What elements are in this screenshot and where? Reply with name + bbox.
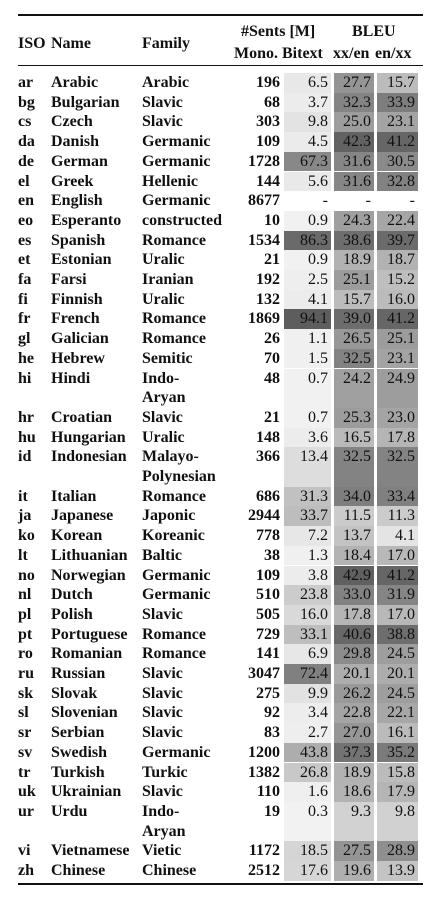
language-name-cell: Galician (51, 330, 109, 348)
bleu-en-xx-cell: 17.9 (387, 783, 415, 801)
family-cell: Romance (142, 625, 206, 643)
mono-count-cell: 366 (256, 448, 280, 466)
iso-cell: fi (18, 290, 28, 308)
bitext-count-cell: 9.9 (308, 684, 328, 702)
bitext-count-cell: 3.4 (308, 704, 328, 722)
bleu-en-xx-cell: 20.1 (387, 665, 415, 682)
mono-count-cell: 144 (256, 172, 280, 190)
mono-count-cell: 2512 (248, 862, 280, 879)
bleu-xx-en-cell: - (365, 192, 371, 210)
iso-cell: hr (18, 408, 34, 426)
language-name-cell: Portuguese (51, 625, 128, 643)
bitext-count-cell: 4.5 (308, 133, 328, 151)
family-cell: Romance (142, 330, 206, 348)
bitext-count-cell: 1.3 (308, 546, 328, 564)
family-cell: Germanic (142, 152, 211, 170)
mono-count-cell: 10 (264, 211, 280, 229)
bitext-count-cell: 3.6 (308, 428, 328, 446)
bleu-xx-en-cell: 11.5 (343, 507, 371, 525)
iso-cell: da (18, 133, 35, 151)
family-cell: Uralic (142, 251, 185, 269)
bleu-xx-en-cell: 22.8 (343, 704, 371, 722)
bitext-count-cell: 16.0 (300, 605, 328, 623)
bleu-en-xx-cell: 28.9 (387, 842, 415, 860)
language-name-cell: Italian (51, 487, 97, 505)
mono-count-cell: 132 (256, 290, 280, 308)
mono-count-cell: 148 (256, 428, 280, 446)
language-name-cell: Ukrainian (51, 783, 122, 801)
bleu-en-xx-cell: 18.7 (387, 251, 415, 269)
bitext-count-cell: 0.7 (308, 408, 328, 426)
language-name-cell: Norwegian (51, 566, 126, 584)
mono-count-cell: 21 (264, 251, 280, 269)
bitext-count-cell: 0.3 (308, 802, 328, 820)
iso-cell: pt (18, 625, 33, 643)
bitext-count-cell: 33.1 (300, 625, 328, 643)
mono-count-cell: 38 (264, 546, 280, 564)
family-cell: Turkic (142, 763, 188, 781)
language-name-cell: Estonian (51, 251, 112, 269)
mono-count-cell: 109 (256, 133, 280, 151)
language-name-cell: Hindi (51, 369, 91, 387)
iso-cell: sr (18, 724, 32, 742)
language-name-cell: Esperanto (51, 211, 122, 229)
bleu-xx-en-cell: 34.0 (343, 487, 371, 505)
bleu-en-xx-cell: 9.8 (395, 802, 415, 820)
mono-count-cell: 3047 (248, 665, 280, 682)
iso-cell: no (18, 566, 35, 584)
language-name-cell: Turkish (51, 763, 105, 781)
column-separator (374, 67, 377, 882)
bitext-count-cell: - (322, 192, 328, 210)
header-iso: ISO (18, 35, 46, 52)
language-name-cell: German (51, 152, 108, 170)
mono-count-cell: 21 (264, 408, 280, 426)
header-bleu-group: BLEU (352, 23, 396, 40)
family-cell: Romance (142, 487, 206, 505)
iso-cell: tr (18, 763, 31, 781)
bleu-xx-en-cell: 33.0 (343, 586, 371, 604)
bleu-en-xx-cell: 23.0 (387, 408, 415, 426)
bleu-en-xx-cell: 15.8 (387, 763, 415, 781)
language-name-cell: Danish (51, 133, 100, 151)
bleu-xx-en-cell: 17.8 (343, 605, 371, 623)
bleu-en-xx-cell: 39.7 (387, 231, 415, 249)
iso-cell: ur (18, 802, 34, 820)
bitext-count-cell: 94.1 (300, 310, 328, 328)
language-name-cell: Arabic (51, 74, 99, 91)
language-name-cell: Indonesian (51, 448, 127, 466)
bitext-count-cell: 13.4 (300, 448, 328, 466)
bleu-xx-en-cell: 42.3 (343, 133, 371, 151)
bitext-count-cell: 5.6 (308, 172, 328, 190)
language-name-cell: Serbian (51, 724, 105, 742)
bleu-xx-en-cell: 18.9 (343, 763, 371, 781)
bleu-xx-en-cell: 26.5 (343, 330, 371, 348)
family-cell: Slavic (142, 93, 183, 111)
language-name-cell: Swedish (51, 743, 108, 761)
iso-cell: hi (18, 369, 32, 387)
bleu-en-xx-cell: 22.4 (387, 211, 415, 229)
bitext-count-cell: 18.5 (300, 842, 328, 860)
column-separator (331, 67, 334, 882)
iso-cell: vi (18, 842, 31, 860)
bitext-count-cell: 0.9 (308, 251, 328, 269)
bleu-en-xx-cell: 17.0 (387, 546, 415, 564)
iso-cell: it (18, 487, 28, 505)
bitext-count-cell: 6.9 (308, 645, 328, 663)
family-cell: Japonic (142, 507, 196, 525)
language-name-cell: Slovak (51, 684, 98, 702)
mono-count-cell: 1200 (248, 743, 280, 761)
family-cell-continued: Polynesian (142, 467, 216, 485)
family-cell: Germanic (142, 566, 211, 584)
language-name-cell: Slovenian (51, 704, 118, 722)
iso-cell: he (18, 349, 34, 367)
table-top-rule (18, 14, 423, 16)
bitext-count-cell: 43.8 (300, 743, 328, 761)
bleu-xx-en-cell: 31.6 (343, 172, 371, 190)
family-cell: Arabic (142, 74, 190, 91)
iso-cell: ar (18, 74, 34, 91)
bitext-count-cell: 0.7 (308, 369, 328, 387)
mono-count-cell: 83 (264, 724, 280, 742)
mono-count-cell: 70 (264, 349, 280, 367)
family-cell: Romance (142, 645, 206, 663)
language-name-cell: Chinese (51, 862, 106, 879)
bleu-en-xx-cell: 24.5 (387, 684, 415, 702)
language-name-cell: Hungarian (51, 428, 126, 446)
mono-count-cell: 8677 (248, 192, 280, 210)
bitext-count-cell: 0.9 (308, 211, 328, 229)
mono-count-cell: 729 (256, 625, 280, 643)
family-cell: Germanic (142, 133, 211, 151)
iso-cell: pl (18, 605, 32, 623)
iso-cell: sv (18, 743, 33, 761)
bitext-count-cell: 7.2 (308, 527, 328, 545)
family-cell: Slavic (142, 684, 183, 702)
bleu-xx-en-cell: 37.3 (343, 743, 371, 761)
header-rule (18, 65, 423, 66)
bleu-xx-en-cell: 27.0 (343, 724, 371, 742)
mono-count-cell: 68 (264, 93, 280, 111)
bleu-en-xx-cell: 35.2 (387, 743, 415, 761)
bleu-en-xx-cell: 17.0 (387, 605, 415, 623)
language-name-cell: Urdu (51, 802, 88, 820)
bleu-en-xx-cell: 11.3 (387, 507, 415, 525)
language-name-cell: Croatian (51, 408, 113, 426)
bleu-en-xx-cell: 33.9 (387, 93, 415, 111)
bleu-en-xx-cell: 23.1 (387, 349, 415, 367)
family-cell: Indo- (142, 369, 180, 387)
iso-cell: eo (18, 211, 34, 229)
bitext-count-cell: 1.6 (308, 783, 328, 801)
header-xx-en: xx/en (333, 45, 370, 62)
mono-count-cell: 510 (256, 586, 280, 604)
table-bottom-rule (18, 883, 423, 885)
header-sents-group: #Sents [M] (241, 23, 316, 40)
bleu-en-xx-cell: 23.1 (387, 113, 415, 131)
mono-count-cell: 19 (264, 802, 280, 820)
family-cell: Uralic (142, 290, 185, 308)
iso-cell: sl (18, 704, 29, 722)
bleu-xx-en-cell: 24.2 (343, 369, 371, 387)
bleu-xx-en-cell: 18.4 (343, 546, 371, 564)
language-name-cell: Lithuanian (51, 546, 128, 564)
bitext-count-cell: 23.8 (300, 586, 328, 604)
bitext-count-cell: 3.8 (308, 566, 328, 584)
mono-count-cell: 26 (264, 330, 280, 348)
bitext-count-cell: 86.3 (300, 231, 328, 249)
bleu-en-xx-cell: 25.1 (387, 330, 415, 348)
mono-count-cell: 196 (256, 74, 280, 91)
bitext-count-cell: 4.1 (308, 290, 328, 308)
iso-cell: gl (18, 330, 31, 348)
family-cell: Koreanic (142, 527, 205, 545)
bitext-count-cell: 72.4 (300, 665, 328, 682)
header-bitext: Bitext (282, 45, 323, 62)
bleu-xx-en-cell: 26.2 (343, 684, 371, 702)
family-cell: Hellenic (142, 172, 198, 190)
bleu-xx-en-cell: 20.1 (343, 665, 371, 682)
mono-count-cell: 109 (256, 566, 280, 584)
bitext-count-cell: 1.5 (308, 349, 328, 367)
family-cell: Slavic (142, 408, 183, 426)
language-name-cell: Spanish (51, 231, 106, 249)
family-cell-continued: Aryan (142, 822, 186, 840)
language-name-cell: Korean (51, 527, 103, 545)
language-name-cell: English (51, 192, 103, 210)
bitext-count-cell: 26.8 (300, 763, 328, 781)
bitext-count-cell: 2.7 (308, 724, 328, 742)
bleu-xx-en-cell: 38.6 (343, 231, 371, 249)
language-name-cell: Polish (51, 605, 93, 623)
iso-cell: es (18, 231, 32, 249)
bleu-xx-en-cell: 32.3 (343, 93, 371, 111)
bleu-xx-en-cell: 27.5 (343, 842, 371, 860)
bitext-count-cell: 2.5 (308, 271, 328, 288)
bitext-count-cell: 3.7 (308, 93, 328, 111)
header-mono: Mono. (234, 45, 278, 62)
mono-count-cell: 275 (256, 684, 280, 702)
iso-cell: id (18, 448, 32, 466)
bleu-xx-en-cell: 42.9 (343, 566, 371, 584)
family-cell: Slavic (142, 605, 183, 623)
bitext-count-cell: 31.3 (300, 487, 328, 505)
bleu-xx-en-cell: 39.0 (343, 310, 371, 328)
bitext-count-cell: 33.7 (300, 507, 328, 525)
iso-cell: lt (18, 546, 28, 564)
family-cell: Slavic (142, 724, 183, 742)
family-cell: Chinese (142, 862, 197, 879)
family-cell: Slavic (142, 665, 183, 682)
mono-count-cell: 1728 (248, 152, 280, 170)
bleu-xx-en-cell: 13.7 (343, 527, 371, 545)
language-name-cell: Greek (51, 172, 94, 190)
iso-cell: cs (18, 113, 32, 131)
family-cell: Germanic (142, 586, 211, 604)
mono-count-cell: 92 (264, 704, 280, 722)
mono-count-cell: 141 (256, 645, 280, 663)
mono-count-cell: 686 (256, 487, 280, 505)
bleu-xx-en-cell: 9.3 (351, 802, 371, 820)
family-cell: Slavic (142, 113, 183, 131)
language-name-cell: Dutch (51, 586, 93, 604)
iso-cell: de (18, 152, 34, 170)
language-name-cell: Russian (51, 665, 106, 682)
iso-cell: et (18, 251, 31, 269)
bleu-en-xx-cell: 31.9 (387, 586, 415, 604)
header-name: Name (51, 35, 91, 52)
family-cell: constructed (142, 211, 222, 229)
language-name-cell: Vietnamese (51, 842, 130, 860)
language-name-cell: Japanese (51, 507, 114, 525)
language-name-cell: Farsi (51, 271, 87, 288)
bleu-xx-en-cell: 25.0 (343, 113, 371, 131)
mono-count-cell: 192 (256, 271, 280, 288)
family-cell: Germanic (142, 743, 211, 761)
bitext-count-cell: 67.3 (300, 152, 328, 170)
family-cell: Baltic (142, 546, 182, 564)
language-name-cell: Hebrew (51, 349, 105, 367)
bleu-en-xx-cell: 41.2 (387, 133, 415, 151)
bleu-en-xx-cell: 38.8 (387, 625, 415, 643)
mono-count-cell: 1534 (248, 231, 280, 249)
bitext-count-cell: 17.6 (300, 862, 328, 879)
bleu-en-xx-cell: 30.5 (387, 152, 415, 170)
iso-cell: zh (18, 862, 34, 879)
header-en-xx: en/xx (375, 45, 412, 62)
bleu-xx-en-cell: 15.7 (343, 290, 371, 308)
language-name-cell: Czech (51, 113, 93, 131)
iso-cell: en (18, 192, 34, 210)
bleu-en-xx-cell: 16.0 (387, 290, 415, 308)
mono-count-cell: 778 (256, 527, 280, 545)
bleu-xx-en-cell: 29.8 (343, 645, 371, 663)
family-cell: Germanic (142, 192, 211, 210)
iso-cell: uk (18, 783, 36, 801)
iso-cell: hu (18, 428, 36, 446)
iso-cell: bg (18, 93, 35, 111)
family-cell: Uralic (142, 428, 185, 446)
mono-count-cell: 1172 (248, 842, 280, 860)
bleu-en-xx-cell: 41.2 (387, 310, 415, 328)
mono-count-cell: 2944 (248, 507, 280, 525)
family-cell: Indo- (142, 802, 180, 820)
language-name-cell: Bulgarian (51, 93, 120, 111)
bleu-xx-en-cell: 19.6 (343, 862, 371, 879)
iso-cell: ko (18, 527, 35, 545)
iso-cell: ja (18, 507, 32, 525)
bleu-xx-en-cell: 27.7 (343, 74, 371, 91)
iso-cell: nl (18, 586, 32, 604)
mono-count-cell: 48 (264, 369, 280, 387)
bleu-xx-en-cell: 25.1 (343, 271, 371, 288)
mono-count-cell: 110 (256, 783, 280, 801)
bleu-xx-en-cell: 31.6 (343, 152, 371, 170)
bleu-xx-en-cell: 32.5 (343, 349, 371, 367)
bleu-en-xx-cell: 33.4 (387, 487, 415, 505)
language-name-cell: Finnish (51, 290, 103, 308)
iso-cell: fr (18, 310, 31, 328)
iso-cell: sk (18, 684, 34, 702)
header-family: Family (142, 35, 190, 52)
bleu-xx-en-cell: 25.3 (343, 408, 371, 426)
bleu-en-xx-cell: 32.5 (387, 448, 415, 466)
family-cell: Vietic (142, 842, 182, 860)
family-cell-continued: Aryan (142, 389, 186, 407)
bleu-en-xx-cell: 24.5 (387, 645, 415, 663)
bleu-xx-en-cell: 32.5 (343, 448, 371, 466)
family-cell: Slavic (142, 704, 183, 722)
bleu-xx-en-cell: 18.9 (343, 251, 371, 269)
bleu-en-xx-cell: 15.2 (387, 271, 415, 288)
language-name-cell: French (51, 310, 100, 328)
mono-count-cell: 1382 (248, 763, 280, 781)
bleu-en-xx-cell: 22.1 (387, 704, 415, 722)
bitext-count-cell: 9.8 (308, 113, 328, 131)
language-name-cell: Romanian (51, 645, 123, 663)
bleu-xx-en-cell: 24.3 (343, 211, 371, 229)
family-cell: Slavic (142, 783, 183, 801)
mono-count-cell: 505 (256, 605, 280, 623)
bleu-xx-en-cell: 16.5 (343, 428, 371, 446)
bleu-en-xx-cell: 13.9 (387, 862, 415, 879)
bleu-en-xx-cell: 32.8 (387, 172, 415, 190)
family-cell: Malayo- (142, 448, 199, 466)
iso-cell: ro (18, 645, 33, 663)
mono-count-cell: 303 (256, 113, 280, 131)
iso-cell: fa (18, 271, 32, 288)
bleu-en-xx-cell: 4.1 (395, 527, 415, 545)
bleu-xx-en-cell: 40.6 (343, 625, 371, 643)
family-cell: Romance (142, 231, 206, 249)
bitext-count-cell: 1.1 (308, 330, 328, 348)
iso-cell: el (18, 172, 30, 190)
bleu-en-xx-cell: 41.2 (387, 566, 415, 584)
mono-count-cell: 1869 (248, 310, 280, 328)
bleu-en-xx-cell: 16.1 (387, 724, 415, 742)
family-cell: Romance (142, 310, 206, 328)
bleu-xx-en-cell: 18.6 (343, 783, 371, 801)
family-cell: Iranian (142, 271, 194, 288)
bleu-en-xx-cell: 15.7 (387, 74, 415, 91)
bleu-en-xx-cell: - (409, 192, 415, 210)
bitext-count-cell: 6.5 (308, 74, 328, 91)
bleu-en-xx-cell: 17.8 (387, 428, 415, 446)
family-cell: Semitic (142, 349, 193, 367)
iso-cell: ru (18, 665, 34, 682)
bleu-en-xx-cell: 24.9 (387, 369, 415, 387)
